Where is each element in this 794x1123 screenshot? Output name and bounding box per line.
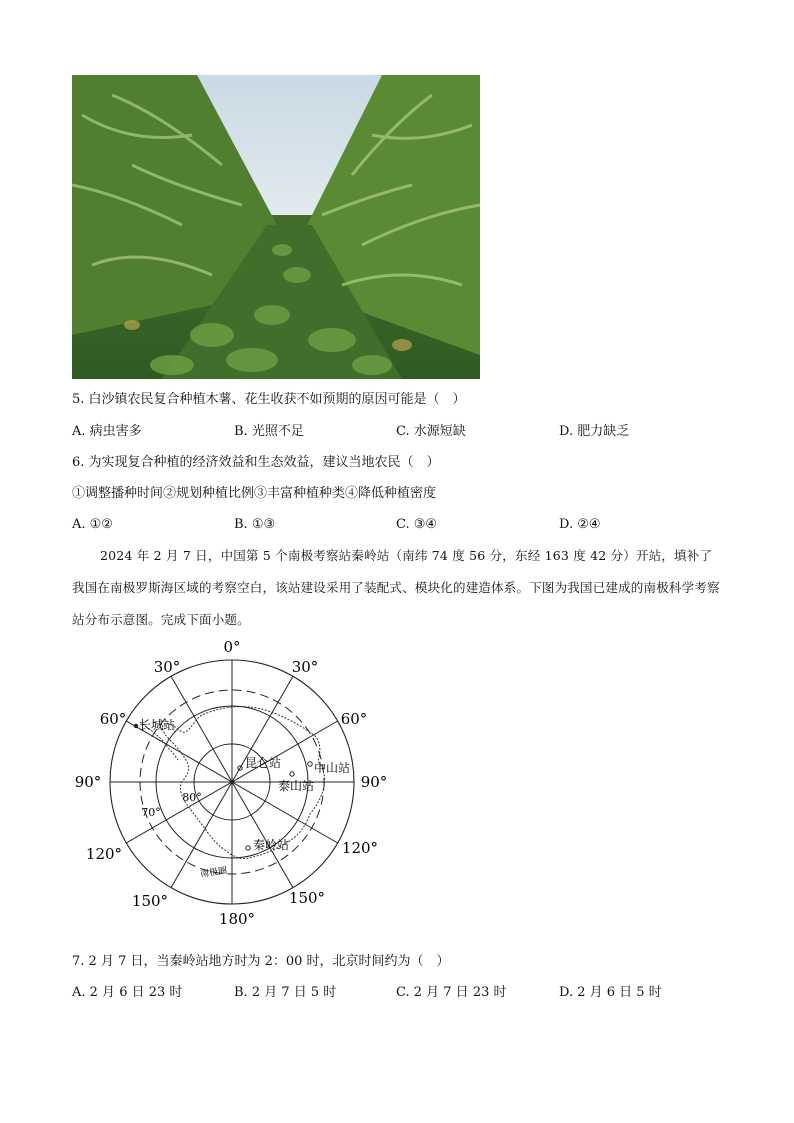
changcheng-station-marker — [134, 724, 138, 728]
q6-option-a: A. ①② — [72, 517, 113, 532]
antarctica-station-map — [70, 636, 400, 936]
lon-label-150-right: 150° — [288, 889, 326, 907]
lon-label-0: 0° — [223, 638, 241, 656]
q5-option-d: D. 肥力缺乏 — [559, 424, 630, 439]
question-5-stem: 5. 白沙镇农民复合种植木薯、花生收获不如预期的原因可能是（ ） — [72, 392, 466, 407]
antarctic-circle-label: 南极圈 — [199, 866, 228, 880]
q6-option-d: D. ②④ — [559, 517, 601, 532]
changcheng-station-label: 长城站 — [139, 718, 176, 732]
passage-text: 2024 年 2 月 7 日，中国第 5 个南极考察站秦岭站（南纬 74 度 56 分，东经 163 度 42 分）开站，填补了我国在南极罗斯海区域的考察空白，该站建设采用了装配式、模块化的建造体系。下图为我国已建成的南极科学考察站分布示意图。完成下面小题。 — [72, 548, 720, 627]
lon-label-60-right: 60° — [340, 710, 368, 728]
question-7-stem: 7. 2 月 7 日，当秦岭站地方时为 2：00 时，北京时间约为（ ） — [72, 954, 450, 969]
field-photo — [72, 75, 480, 379]
q7-option-a: A. 2 月 6 日 23 时 — [72, 985, 183, 1000]
q6-option-c: C. ③④ — [396, 517, 438, 532]
q7-option-d: D. 2 月 6 日 5 时 — [559, 985, 662, 1000]
lon-label-60-left: 60° — [99, 710, 127, 728]
q5-option-b: B. 光照不足 — [234, 424, 304, 439]
lon-label-90-left: 90° — [74, 773, 102, 791]
taishan-station-marker — [290, 772, 294, 776]
qinling-station-label: 秦岭站 — [253, 838, 290, 852]
lon-label-90-right: 90° — [360, 773, 388, 791]
q5-option-a: A. 病虫害多 — [72, 424, 142, 439]
q7-option-c: C. 2 月 7 日 23 时 — [396, 985, 507, 1000]
field-photo-illustration — [72, 75, 480, 379]
lon-label-120-left: 120° — [85, 845, 123, 863]
q6-option-b: B. ①③ — [234, 517, 276, 532]
question-6-stem: 6. 为实现复合种植的经济效益和生态效益，建议当地农民（ ） — [72, 455, 440, 470]
zhongshan-station-marker — [308, 762, 312, 766]
q5-option-c: C. 水源短缺 — [396, 424, 466, 439]
question-6-statements: ①调整播种时间②规划种植比例③丰富种植种类④降低种植密度 — [72, 486, 437, 501]
kunlun-station-label: 昆仑站 — [245, 756, 282, 770]
lat-label-70: 70° — [141, 806, 161, 819]
lon-label-180: 180° — [218, 910, 256, 928]
lon-label-120-right: 120° — [341, 839, 379, 857]
lon-label-150-left: 150° — [131, 892, 169, 910]
lon-label-30-left: 30° — [153, 658, 181, 676]
lon-label-30-right: 30° — [291, 658, 319, 676]
meridian-lines — [110, 660, 354, 904]
taishan-station-label: 泰山站 — [278, 779, 315, 793]
q7-option-b: B. 2 月 7 日 5 时 — [234, 985, 337, 1000]
lat-label-80: 80° — [182, 791, 202, 804]
zhongshan-station-label: 中山站 — [314, 761, 351, 775]
qinling-station-marker — [246, 846, 250, 850]
